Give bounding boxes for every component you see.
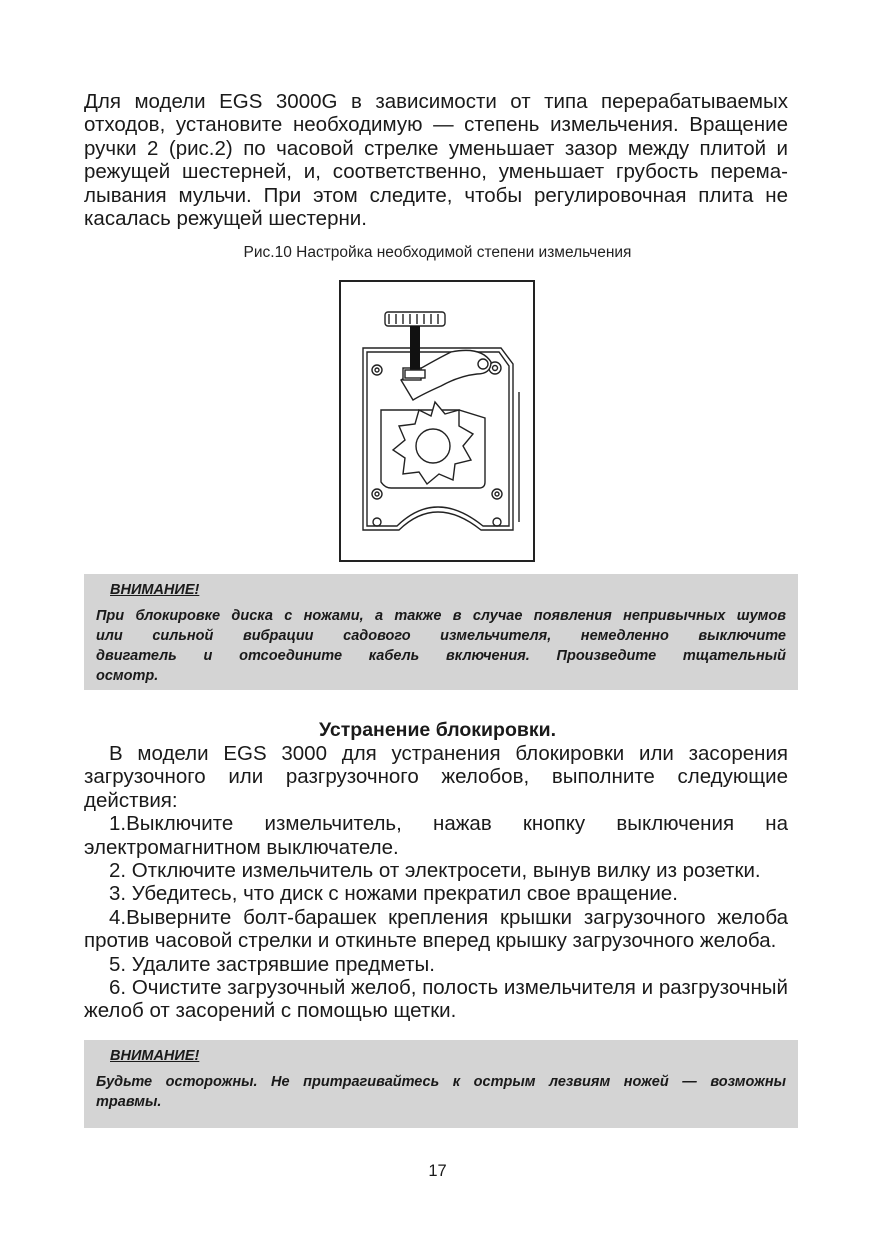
step-4-line: против часовой стрелки и откиньте вперед крышку загрузочного желоба. bbox=[84, 929, 777, 953]
step-2-line: 2. Отключите измельчитель от электросети, вынув вилку из розетки. bbox=[109, 858, 761, 882]
shredder-adjustment-figure bbox=[339, 280, 535, 562]
intro-line: отходов, установите необходимую — степень измельчения. Вращение bbox=[84, 113, 788, 137]
body-line: действия: bbox=[84, 788, 178, 812]
figure-caption: Рис.10 Настройка необходимой степени измельчения bbox=[243, 244, 632, 261]
step-4-line: 4.Выверните болт-барашек крепления крышки загрузочного желоба bbox=[109, 905, 788, 929]
warning-line: осмотр. bbox=[96, 668, 159, 684]
step-6-line: 6. Очистите загрузочный желоб, полость измельчителя и разгрузочный bbox=[109, 975, 788, 999]
step-1-line: электромагнитном выключателе. bbox=[84, 835, 399, 859]
step-6-line: желоб от засорений с помощью щетки. bbox=[84, 999, 457, 1023]
intro-line: ручки 2 (рис.2) по часовой стрелке уменьшает зазор между плитой и bbox=[84, 136, 788, 160]
shredder-diagram-illustration bbox=[341, 282, 533, 560]
warning-line: или сильной вибрации садового измельчителя, немедленно выключите bbox=[96, 628, 786, 644]
step-5-line: 5. Удалите застрявшие предметы. bbox=[109, 952, 435, 976]
warning-line: травмы. bbox=[96, 1094, 162, 1110]
intro-line: Для модели EGS 3000G в зависимости от типа перерабатываемых bbox=[84, 90, 788, 113]
step-3-line: 3. Убедитесь, что диск с ножами прекратил свое вращение. bbox=[109, 882, 678, 906]
step-1-line: 1.Выключите измельчитель, нажав кнопку выключения на bbox=[109, 812, 788, 836]
intro-line: лывания мульчи. При этом следите, чтобы регулировочная плита не bbox=[84, 183, 788, 207]
warning-text bbox=[96, 606, 786, 686]
warning-line: При блокировке диска с ножами, а также в случае появления непривычных шумов bbox=[96, 608, 786, 624]
page-number: 17 bbox=[428, 1162, 447, 1180]
section-body bbox=[84, 742, 788, 1023]
warning-title: ВНИМАНИЕ! bbox=[110, 1048, 200, 1064]
intro-paragraph bbox=[84, 90, 788, 230]
section-heading: Устранение блокировки. bbox=[318, 719, 557, 741]
body-line: В модели EGS 3000 для устранения блокировки или засорения bbox=[109, 742, 788, 765]
warning-text bbox=[96, 1072, 786, 1112]
body-line: загрузочного или разгрузочного желобов, выполните следующие bbox=[84, 765, 788, 789]
warning-title: ВНИМАНИЕ! bbox=[110, 582, 200, 598]
warning-line: Будьте осторожны. Не притрагивайтесь к острым лезвиям ножей — возможны bbox=[96, 1074, 786, 1090]
intro-line: режущей шестерней, и, соответственно, уменьшает грубость перема- bbox=[84, 160, 788, 184]
intro-line: касалась режущей шестерни. bbox=[84, 206, 367, 230]
warning-box-blades bbox=[84, 1040, 798, 1128]
warning-line: двигатель и отсоедините кабель включения. Произведите тщательный bbox=[96, 648, 786, 664]
warning-box-blockage bbox=[84, 574, 798, 690]
